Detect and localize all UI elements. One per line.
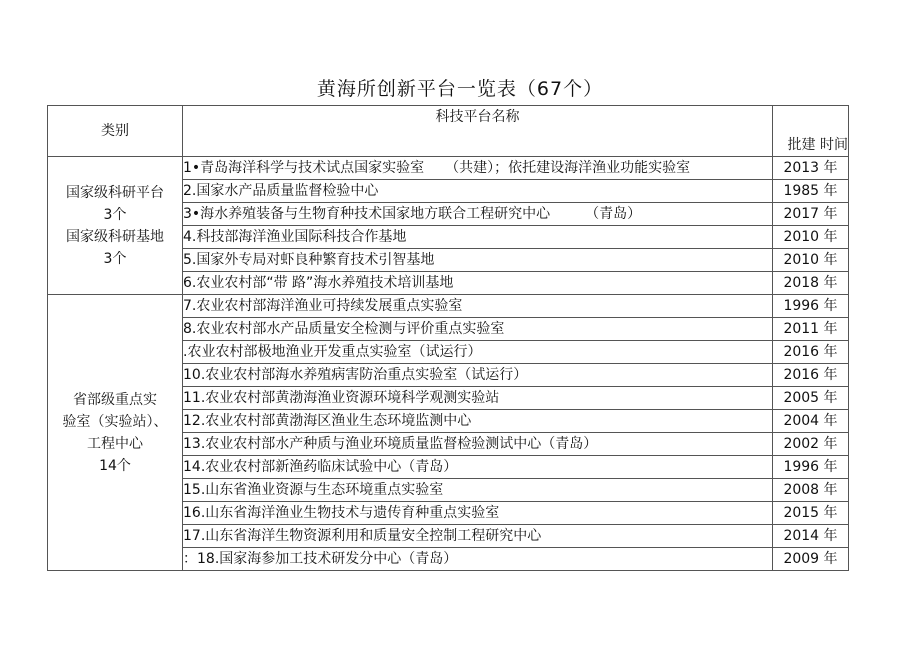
approval-year: 2015 年 [773,502,849,525]
platform-name: 16.山东省海洋渔业生物技术与遗传育种重点实验室 [183,502,773,525]
approval-year: 2011 年 [773,318,849,341]
approval-year: 2010 年 [773,226,849,249]
table-row [48,295,849,318]
approval-year: 2014 年 [773,525,849,548]
approval-year: 2005 年 [773,387,849,410]
platform-table [47,105,849,571]
category-line: 验室（实验站）、 [62,413,168,430]
table-body [48,157,849,571]
page-title: 黄海所创新平台一览表（67个） [316,78,604,100]
platform-name: 8.农业农村部水产品质量安全检测与评价重点实验室 [183,318,773,341]
platform-name: 7.农业农村部海洋渔业可持续发展重点实验室 [183,295,773,318]
approval-year: 2013 年 [773,157,849,180]
approval-year: 1985 年 [773,180,849,203]
category-line: 3个 [103,250,127,267]
header-name: 科技平台名称 [183,106,773,157]
platform-name: 14.农业农村部新渔药临床试验中心（青岛） [183,456,773,479]
approval-year: 1996 年 [773,295,849,318]
approval-year: 2009 年 [773,548,849,571]
platform-name: 4.科技部海洋渔业国际科技合作基地 [183,226,773,249]
category-line: 国家级科研基地 [66,228,164,245]
platform-name: 11.农业农村部黄渤海渔业资源环境科学观测实验站 [183,387,773,410]
category-cell [48,157,183,295]
platform-name: 1•青岛海洋科学与技术试点国家实验室 （共建）；依托建设海洋渔业功能实验室 [183,157,773,180]
category-cell [48,295,183,571]
platform-name: 17.山东省海洋生物资源利用和质量安全控制工程研究中心 [183,525,773,548]
platform-name: 5.国家外专局对虾良种繁育技术引智基地 [183,249,773,272]
header-category: 类别 [48,106,183,157]
platform-name: 6.农业农村部“带 路”海水养殖技术培训基地 [183,272,773,295]
category-line: 工程中心 [87,435,143,452]
approval-year: 1996 年 [773,456,849,479]
table-row [48,157,849,180]
category-line: 3个 [103,206,127,223]
platform-name: 3•海水养殖装备与生物育种技术国家地方联合工程研究中心 （青岛） [183,203,773,226]
approval-year: 2017 年 [773,203,849,226]
platform-name: 10.农业农村部海水养殖病害防治重点实验室（试运行） [183,364,773,387]
platform-name: 12.农业农村部黄渤海区渔业生态环境监测中心 [183,410,773,433]
approval-year: 2010 年 [773,249,849,272]
platform-name: 15.山东省渔业资源与生态环境重点实验室 [183,479,773,502]
approval-year: 2004 年 [773,410,849,433]
approval-year: 2002 年 [773,433,849,456]
header-year: 批建 时间 [773,106,849,157]
approval-year: 2018 年 [773,272,849,295]
approval-year: 2016 年 [773,364,849,387]
table-header-row [48,106,849,157]
approval-year: 2016 年 [773,341,849,364]
category-line: 14个 [99,457,131,474]
platform-name: 2.国家水产品质量监督检验中心 [183,180,773,203]
category-line: 省部级重点实 [73,391,157,408]
platform-name: ：18.国家海参加工技术研发分中心（青岛） [183,548,773,571]
platform-name: .农业农村部极地渔业开发重点实验室（试运行） [183,341,773,364]
approval-year: 2008 年 [773,479,849,502]
platform-name: 13.农业农村部水产种质与渔业环境质量监督检验测试中心（青岛） [183,433,773,456]
category-line: 国家级科研平台 [66,184,164,201]
